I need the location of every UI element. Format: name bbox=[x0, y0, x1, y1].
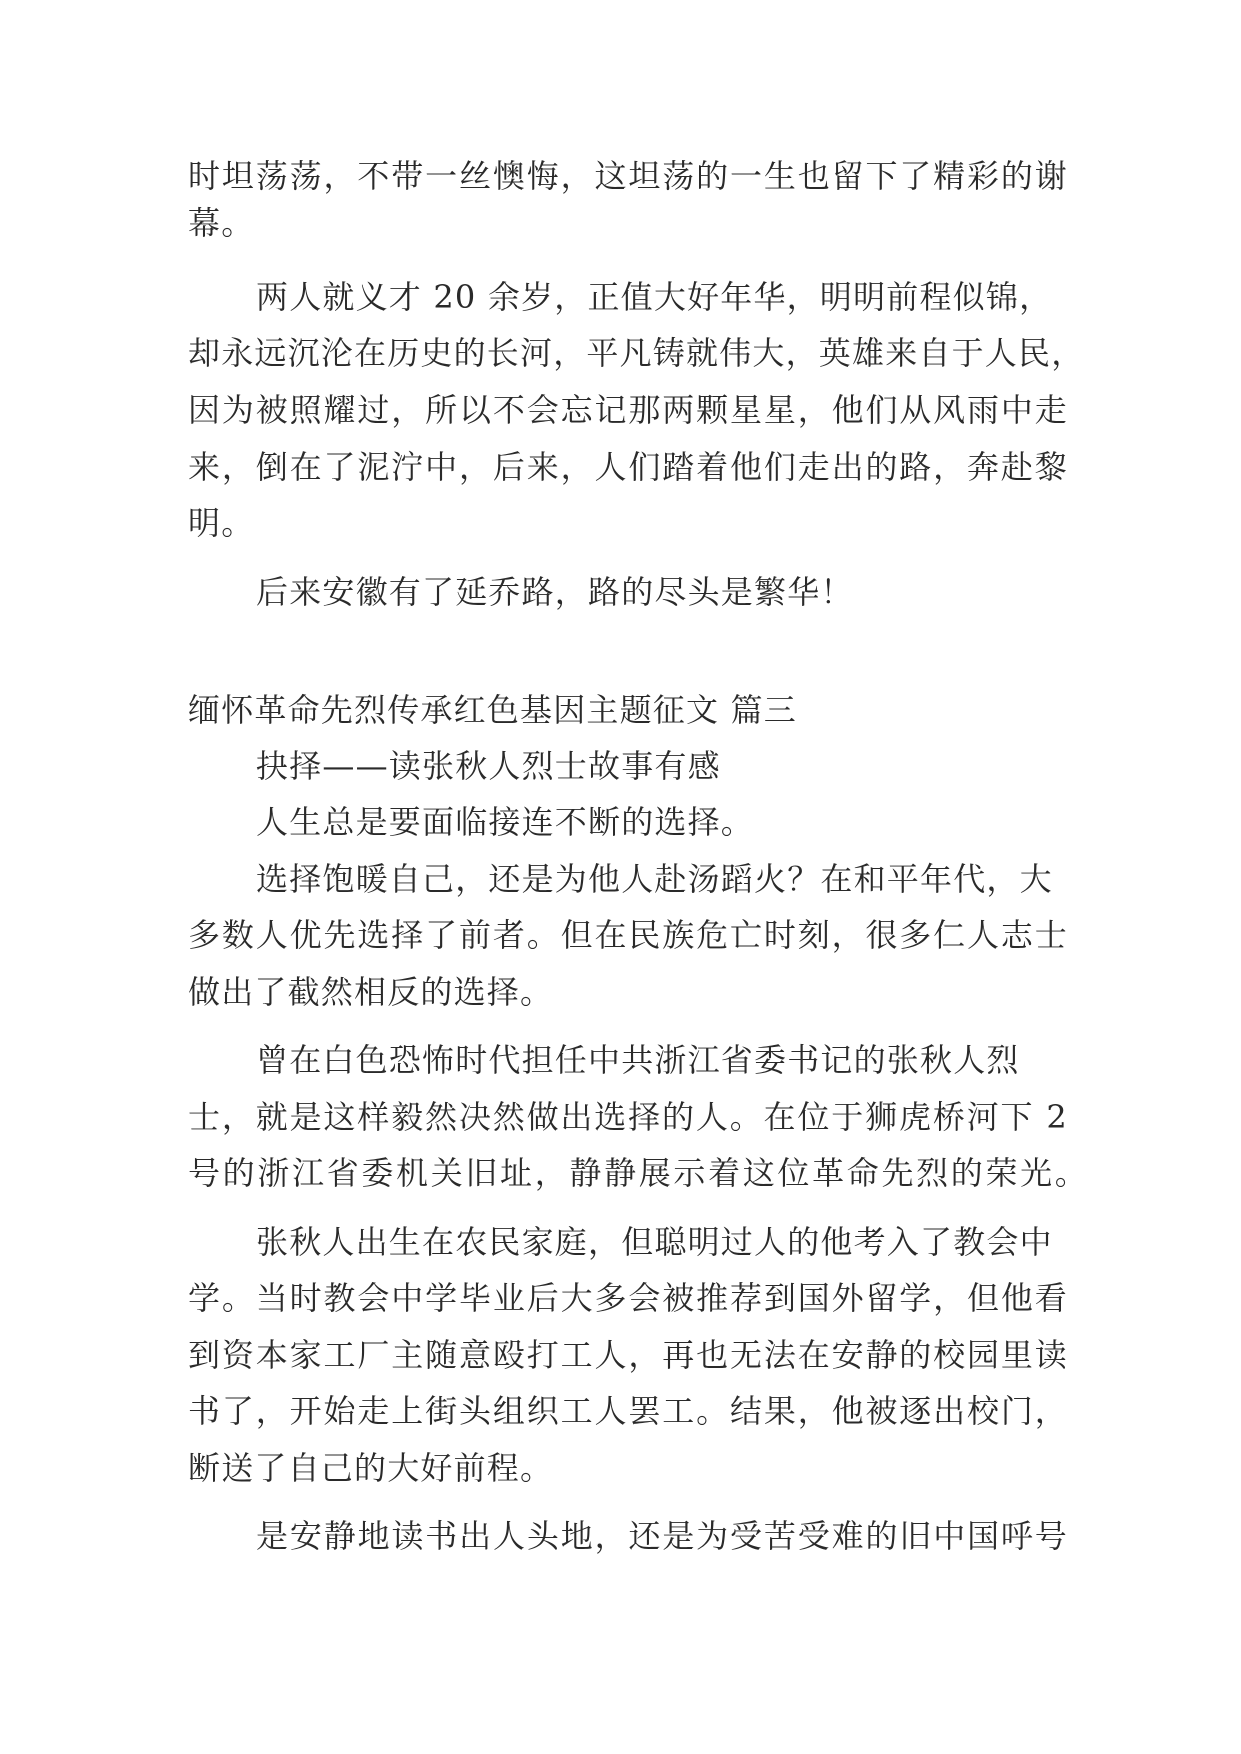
paragraph-line: 却永远沉沦在历史的长河，平凡铸就伟大，英雄来自于人民， bbox=[188, 334, 1085, 372]
paragraph-line: 书了，开始走上街头组织工人罢工。结果，他被逐出校门， bbox=[188, 1392, 1068, 1430]
paragraph-line: 因为被照耀过，所以不会忘记那两颗星星，他们从风雨中走 bbox=[188, 391, 1068, 429]
paragraph-line: 明。 bbox=[188, 504, 255, 542]
paragraph-line: 后来安徽有了延乔路，路的尽头是繁华！ bbox=[256, 573, 854, 611]
paragraph-line: 选择饱暖自己，还是为他人赴汤蹈火？在和平年代，大 bbox=[256, 860, 1053, 898]
paragraph-line: 多数人优先选择了前者。但在民族危亡时刻，很多仁人志士 bbox=[188, 916, 1068, 954]
paragraph-line: 做出了截然相反的选择。 bbox=[188, 973, 554, 1011]
article-title: 抉择——读张秋人烈士故事有感 bbox=[256, 747, 721, 785]
paragraph-line: 来，倒在了泥泞中，后来，人们踏着他们走出的路，奔赴黎 bbox=[188, 448, 1068, 486]
paragraph-line: 时坦荡荡，不带一丝懊悔，这坦荡的一生也留下了精彩的谢 bbox=[188, 157, 1068, 195]
paragraph-line: 人生总是要面临接连不断的选择。 bbox=[256, 803, 755, 841]
paragraph-line: 张秋人出生在农民家庭，但聪明过人的他考入了教会中 bbox=[256, 1223, 1053, 1261]
paragraph-line: 是安静地读书出人头地，还是为受苦受难的旧中国呼号 bbox=[256, 1517, 1068, 1555]
paragraph-line: 断送了自己的大好前程。 bbox=[188, 1449, 554, 1487]
paragraph-line: 两人就义才 20 余岁，正值大好年华，明明前程似锦， bbox=[256, 278, 1053, 316]
section-heading: 缅怀革命先烈传承红色基因主题征文 篇三 bbox=[188, 691, 797, 729]
paragraph-line: 曾在白色恐怖时代担任中共浙江省委书记的张秋人烈 bbox=[256, 1041, 1020, 1079]
paragraph-line: 士，就是这样毅然决然做出选择的人。在位于狮虎桥河下 2 bbox=[188, 1098, 1068, 1136]
paragraph-line: 幕。 bbox=[188, 204, 255, 242]
paragraph-line: 学。当时教会中学毕业后大多会被推荐到国外留学，但他看 bbox=[188, 1279, 1068, 1317]
paragraph-line: 到资本家工厂主随意殴打工人，再也无法在安静的校园里读 bbox=[188, 1336, 1068, 1374]
paragraph-line: 号的浙江省委机关旧址，静静展示着这位革命先烈的荣光。 bbox=[188, 1154, 1088, 1192]
